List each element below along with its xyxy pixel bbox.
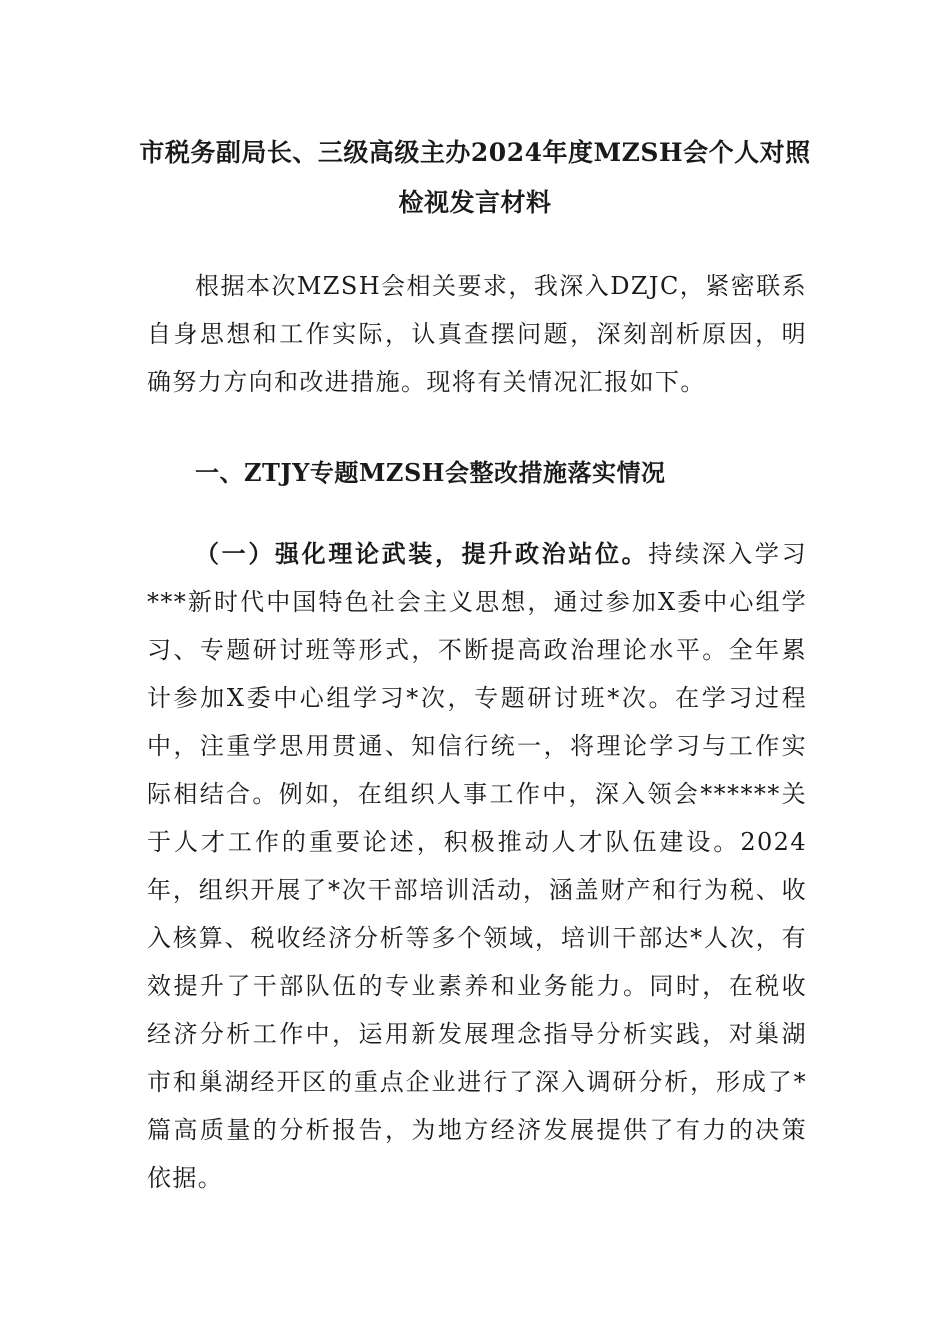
subsection-body: 持续深入学习***新时代中国特色社会主义思想，通过参加X委中心组学习、专题研讨班等形式，不断提高政治理论水平。全年累计参加X委中心组学习*次，专题研讨班*次。在学习过程中，注重学思用贯通、知信行统一，将理论学习与工作实际相结合。例如，在组织人事工作中，深入领会******关于人才工作的重要论述，积极推动人才队伍建设。2024年，组织开展了*次干部培训活动，涵盖财产和行为税、收入核算、税收经济分析等多个领域，培训干部达*人次，有效提升了干部队伍的专业素养和业务能力。同时，在税收经济分析工作中，运用新发展理念指导分析实践，对巢湖市和巢湖经开区的重点企业进行了深入调研分析，形成了*篇高质量的分析报告，为地方经济发展提供了有力的决策依据。 [147,540,807,1192]
subsection-lead: （一）强化理论武装，提升政治站位。 [195,539,649,568]
document-title: 市税务副局长、三级高级主办2024年度MZSH会个人对照检视发言材料 [139,138,811,217]
subsection-paragraph [147,530,807,1202]
section-heading: 一、ZTJY专题MZSH会整改措施落实情况 [195,458,666,487]
intro-paragraph: 根据本次MZSH会相关要求，我深入DZJC，紧密联系自身思想和工作实际，认真查摆问题，深刻剖析原因，明确努力方向和改进措施。现将有关情况汇报如下。 [147,272,807,396]
